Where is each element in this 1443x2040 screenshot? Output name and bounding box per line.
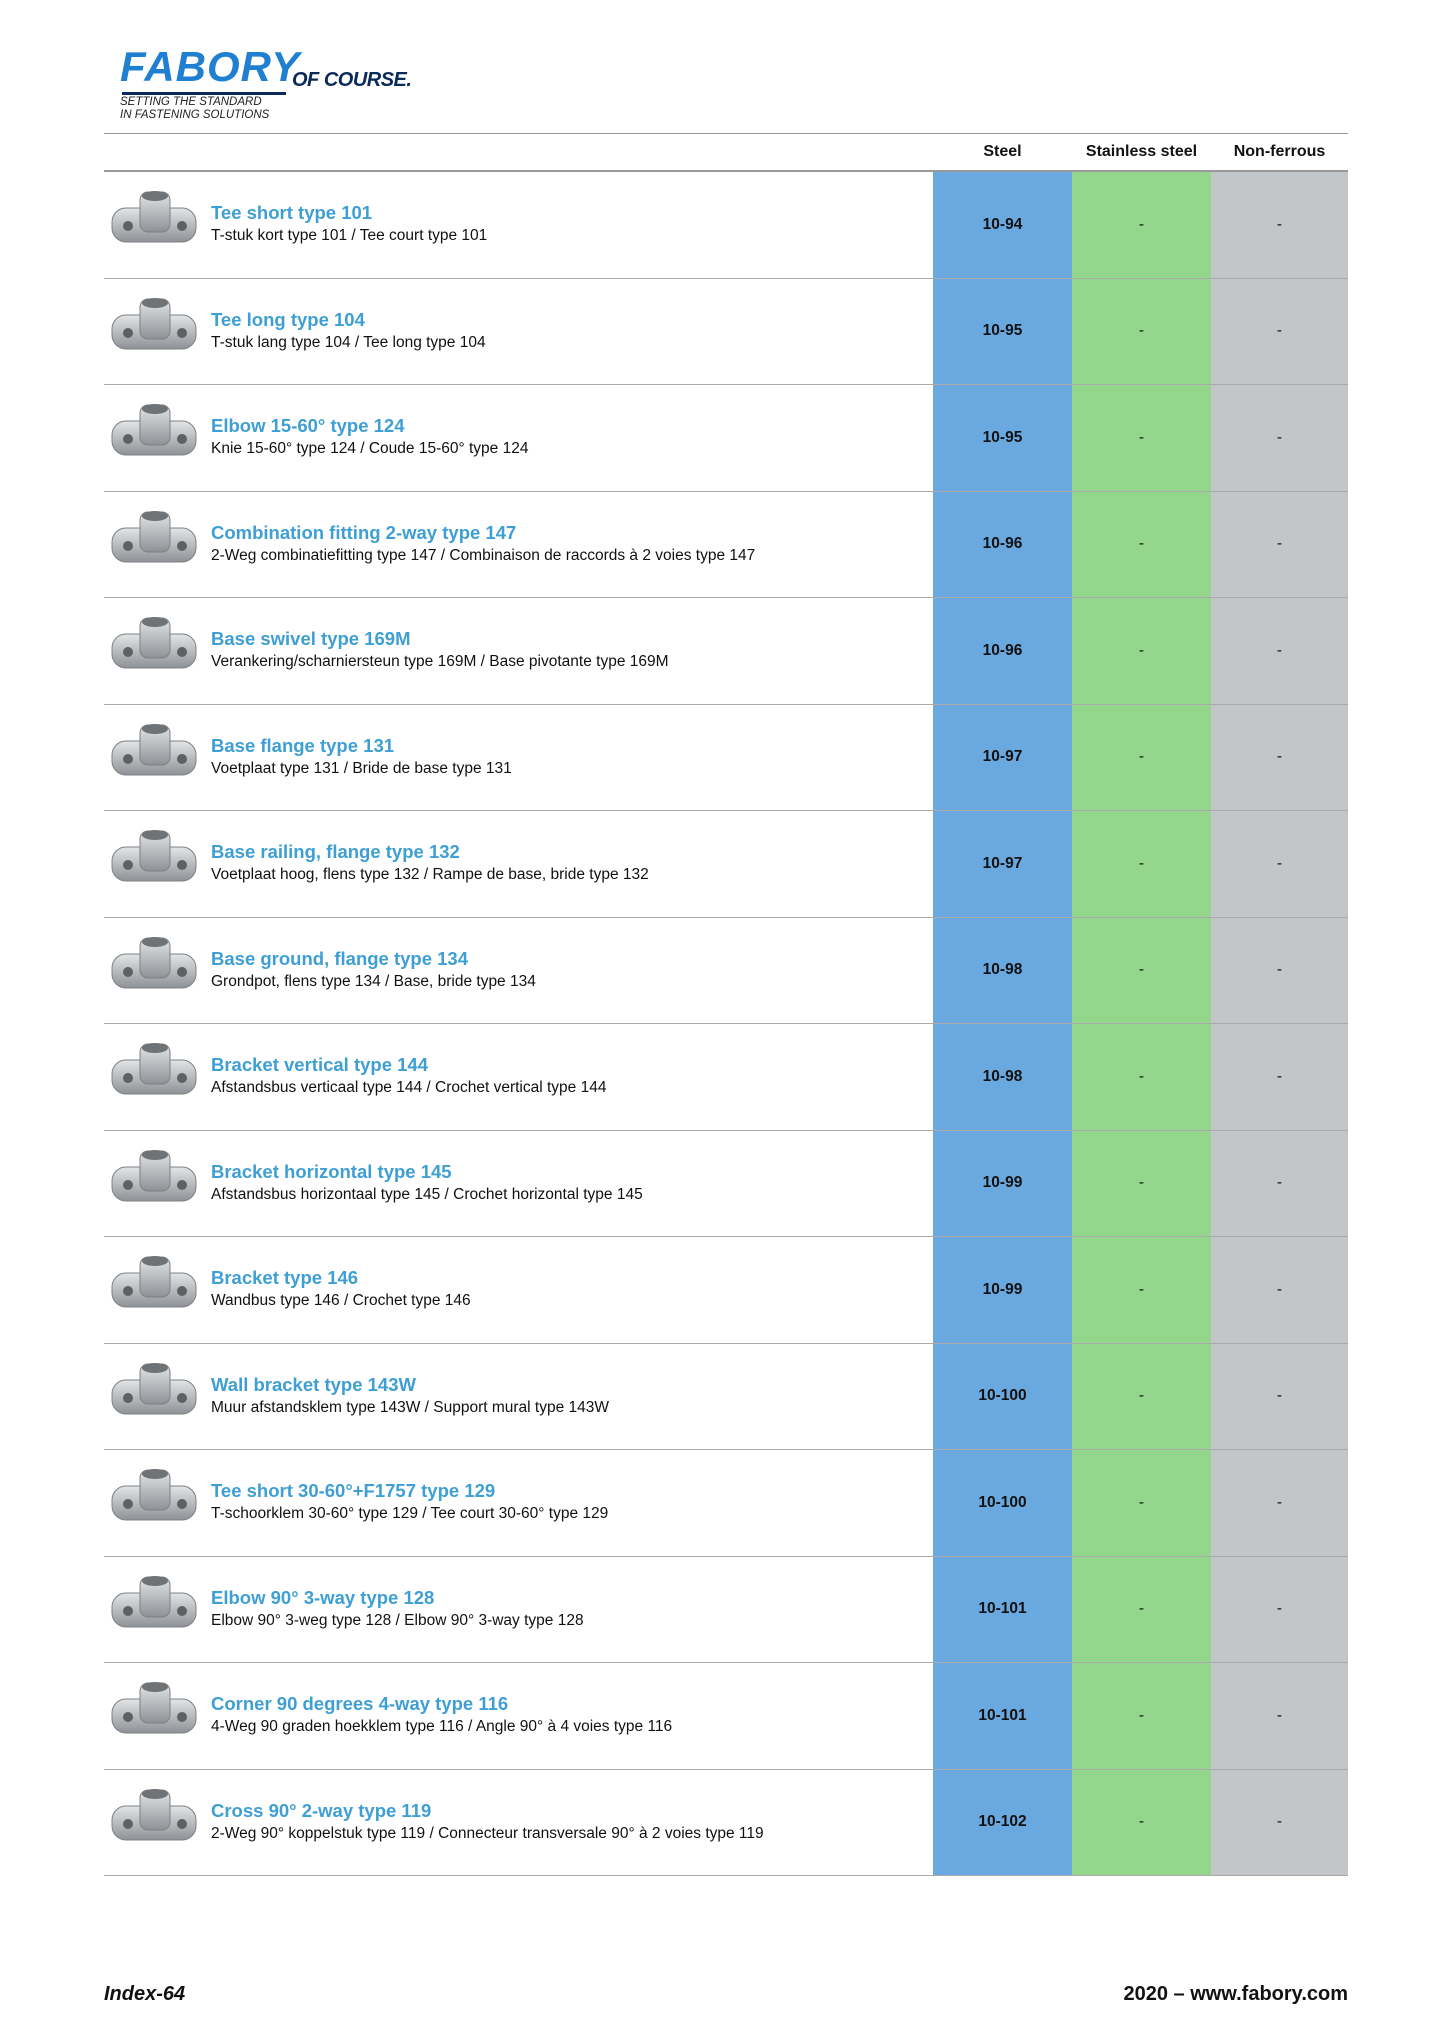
stainless-value: - — [1138, 322, 1145, 340]
steel-page-ref: 10-100 — [978, 1387, 1027, 1405]
stainless-value: - — [1138, 535, 1145, 553]
logo-brand: FABORY — [120, 43, 301, 90]
stainless-value: - — [1138, 1067, 1145, 1085]
steel-cell — [933, 385, 1072, 491]
nonferrous-cell — [1211, 1131, 1348, 1237]
product-title: Bracket vertical type 144 — [211, 1054, 428, 1075]
tee-long-fitting-icon — [106, 293, 202, 369]
nonferrous-value: - — [1276, 961, 1283, 979]
product-title: Base railing, flange type 132 — [211, 841, 460, 862]
product-subtitle: T-schoorklem 30-60° type 129 / Tee court 30-60° type 129 — [211, 1505, 609, 1522]
nonferrous-cell — [1211, 492, 1348, 598]
steel-cell — [933, 811, 1072, 917]
steel-page-ref: 10-102 — [978, 1813, 1027, 1831]
stainless-cell — [1072, 811, 1211, 917]
steel-page-ref: 10-95 — [982, 428, 1023, 446]
product-subtitle: Voetplaat type 131 / Bride de base type 131 — [211, 759, 512, 777]
nonferrous-value: - — [1276, 322, 1283, 340]
nonferrous-cell — [1211, 279, 1348, 385]
nonferrous-cell — [1211, 918, 1348, 1024]
logo-tagline-line1: SETTING THE STANDARD — [120, 96, 262, 108]
product-subtitle: 2-Weg combinatiefitting type 147 / Combinaison de raccords à 2 voies type 147 — [211, 546, 756, 564]
steel-cell — [933, 1557, 1072, 1663]
steel-page-ref: 10-97 — [982, 748, 1023, 766]
product-subtitle: 2-Weg 90° koppelstuk type 119 / Connecteur transversale 90° à 2 voies type 119 — [211, 1824, 764, 1842]
nonferrous-cell — [1211, 598, 1348, 704]
steel-page-ref: 10-98 — [982, 961, 1023, 979]
steel-cell — [933, 1237, 1072, 1343]
nonferrous-cell — [1211, 1450, 1348, 1556]
stainless-value: - — [1138, 1600, 1145, 1618]
nonferrous-value: - — [1276, 1706, 1283, 1724]
cross-fitting-icon — [106, 1784, 202, 1860]
table-row — [104, 918, 1348, 1025]
table-row — [104, 598, 1348, 705]
stainless-cell — [1072, 385, 1211, 491]
nonferrous-cell — [1211, 1557, 1348, 1663]
stainless-cell — [1072, 1131, 1211, 1237]
stainless-value: - — [1138, 1813, 1145, 1831]
steel-page-ref: 10-99 — [982, 1174, 1023, 1192]
stainless-value: - — [1138, 428, 1145, 446]
stainless-value: - — [1138, 1174, 1145, 1192]
steel-cell — [933, 1770, 1072, 1876]
table-row — [104, 1024, 1348, 1131]
table-row — [104, 705, 1348, 812]
product-subtitle: 4-Weg 90 graden hoekklem type 116 / Angle 90° à 4 voies type 116 — [211, 1718, 673, 1735]
product-title: Base ground, flange type 134 — [211, 947, 469, 969]
product-subtitle: Afstandsbus horizontaal type 145 / Crochet horizontal type 145 — [211, 1185, 643, 1203]
stainless-cell — [1072, 1344, 1211, 1450]
steel-cell — [933, 1024, 1072, 1130]
stainless-cell — [1072, 1024, 1211, 1130]
logo-tagline — [120, 96, 340, 122]
nonferrous-value: - — [1276, 1493, 1283, 1511]
product-subtitle: Afstandsbus verticaal type 144 / Crochet vertical type 144 — [211, 1079, 607, 1096]
product-title: Tee long type 104 — [211, 308, 365, 330]
stainless-cell — [1072, 918, 1211, 1024]
elbow-3way-icon — [106, 1571, 202, 1647]
tee-angled-fitting-icon — [106, 1464, 202, 1540]
steel-cell — [933, 279, 1072, 385]
stainless-value: - — [1138, 854, 1145, 872]
stainless-cell — [1072, 279, 1211, 385]
nonferrous-cell — [1211, 1663, 1348, 1769]
tee-short-fitting-icon — [106, 186, 202, 262]
steel-page-ref: 10-94 — [982, 215, 1023, 233]
nonferrous-cell — [1211, 811, 1348, 917]
bracket-horizontal-icon — [106, 1145, 202, 1221]
table-row — [104, 1450, 1348, 1557]
stainless-cell — [1072, 1557, 1211, 1663]
table-body — [104, 172, 1348, 1876]
nonferrous-cell — [1211, 1770, 1348, 1876]
stainless-value: - — [1138, 1493, 1145, 1511]
nonferrous-value: - — [1276, 1813, 1283, 1831]
product-subtitle: Grondpot, flens type 134 / Base, bride type 134 — [211, 972, 536, 990]
steel-cell — [933, 1450, 1072, 1556]
stainless-cell — [1072, 1237, 1211, 1343]
base-railing-flange-icon — [106, 825, 202, 901]
fabory-logo — [120, 44, 440, 124]
wall-bracket-icon — [106, 1358, 202, 1434]
steel-page-ref: 10-99 — [982, 1280, 1023, 1298]
table-row — [104, 1557, 1348, 1664]
nonferrous-value: - — [1276, 535, 1283, 553]
product-title: Elbow 15-60° type 124 — [211, 415, 405, 436]
nonferrous-value: - — [1276, 854, 1283, 872]
table-row — [104, 385, 1348, 492]
nonferrous-value: - — [1276, 1600, 1283, 1618]
table-row — [104, 172, 1348, 279]
product-subtitle: Knie 15-60° type 124 / Coude 15-60° type 124 — [211, 440, 529, 457]
stainless-value: - — [1138, 1706, 1145, 1724]
product-title: Corner 90 degrees 4-way type 116 — [211, 1693, 509, 1714]
stainless-cell — [1072, 1770, 1211, 1876]
page-number: Index-64 — [104, 1983, 186, 2005]
nonferrous-cell — [1211, 1344, 1348, 1450]
steel-page-ref: 10-96 — [982, 641, 1023, 659]
column-header-nonferrous: Non-ferrous — [1233, 143, 1326, 160]
product-title: Base swivel type 169M — [211, 628, 411, 649]
product-subtitle: Wandbus type 146 / Crochet type 146 — [211, 1292, 471, 1309]
table-row — [104, 492, 1348, 599]
product-title: Wall bracket type 143W — [211, 1373, 416, 1395]
steel-cell — [933, 1344, 1072, 1450]
nonferrous-value: - — [1276, 641, 1283, 659]
nonferrous-cell — [1211, 1024, 1348, 1130]
nonferrous-value: - — [1276, 1280, 1283, 1298]
product-title: Tee short 30-60°+F1757 type 129 — [211, 1480, 496, 1501]
product-title: Base flange type 131 — [211, 734, 395, 756]
bracket-icon — [106, 1251, 202, 1327]
column-header-steel: Steel — [983, 143, 1022, 160]
stainless-cell — [1072, 492, 1211, 598]
stainless-value: - — [1138, 641, 1145, 659]
corner-4way-icon — [106, 1677, 202, 1753]
steel-cell — [933, 1131, 1072, 1237]
product-subtitle: T-stuk kort type 101 / Tee court type 101 — [211, 227, 488, 244]
product-subtitle: Voetplaat hoog, flens type 132 / Rampe de base, bride type 132 — [211, 866, 649, 883]
stainless-value: - — [1138, 748, 1145, 766]
logo-tagline-line2: IN FASTENING SOLUTIONS — [120, 109, 270, 121]
product-subtitle: Verankering/scharniersteun type 169M / Base pivotante type 169M — [211, 653, 669, 670]
steel-cell — [933, 598, 1072, 704]
nonferrous-value: - — [1276, 1067, 1283, 1085]
nonferrous-value: - — [1276, 748, 1283, 766]
logo-slogan: OF COURSE. — [292, 69, 412, 91]
steel-cell — [933, 172, 1072, 278]
logo-underline — [122, 92, 286, 95]
stainless-value: - — [1138, 1280, 1145, 1298]
base-flange-icon — [106, 719, 202, 795]
table-row — [104, 1663, 1348, 1770]
product-title: Cross 90° 2-way type 119 — [211, 1799, 432, 1821]
stainless-cell — [1072, 172, 1211, 278]
column-header-stainless: Stainless steel — [1085, 143, 1198, 160]
nonferrous-cell — [1211, 705, 1348, 811]
stainless-cell — [1072, 598, 1211, 704]
nonferrous-value: - — [1276, 1387, 1283, 1405]
stainless-cell — [1072, 705, 1211, 811]
base-swivel-icon — [106, 612, 202, 688]
product-title: Elbow 90° 3-way type 128 — [211, 1586, 435, 1608]
product-title: Combination fitting 2-way type 147 — [211, 521, 517, 543]
nonferrous-cell — [1211, 385, 1348, 491]
product-title: Bracket horizontal type 145 — [211, 1160, 452, 1182]
bracket-vertical-icon — [106, 1038, 202, 1114]
steel-page-ref: 10-97 — [982, 854, 1023, 872]
elbow-fitting-icon — [106, 399, 202, 475]
combination-fitting-icon — [106, 506, 202, 582]
stainless-value: - — [1138, 961, 1145, 979]
steel-page-ref: 10-101 — [978, 1600, 1027, 1618]
steel-page-ref: 10-100 — [978, 1493, 1027, 1511]
footer-website: 2020 – www.fabory.com — [1123, 1983, 1348, 2005]
stainless-value: - — [1138, 1387, 1145, 1405]
nonferrous-cell — [1211, 172, 1348, 278]
table-row — [104, 1131, 1348, 1238]
stainless-cell — [1072, 1663, 1211, 1769]
table-row — [104, 1770, 1348, 1877]
base-ground-flange-icon — [106, 932, 202, 1008]
nonferrous-value: - — [1276, 1174, 1283, 1192]
table-header — [104, 134, 1348, 172]
steel-cell — [933, 705, 1072, 811]
product-title: Tee short type 101 — [211, 202, 373, 223]
nonferrous-value: - — [1276, 215, 1283, 233]
table-row — [104, 279, 1348, 386]
stainless-cell — [1072, 1450, 1211, 1556]
product-subtitle: Muur afstandsklem type 143W / Support mural type 143W — [211, 1398, 610, 1416]
steel-page-ref: 10-98 — [982, 1067, 1023, 1085]
steel-page-ref: 10-96 — [982, 535, 1023, 553]
nonferrous-cell — [1211, 1237, 1348, 1343]
table-row — [104, 1344, 1348, 1451]
product-subtitle: Elbow 90° 3-weg type 128 / Elbow 90° 3-way type 128 — [211, 1611, 584, 1629]
product-table — [104, 134, 1348, 1876]
stainless-value: - — [1138, 215, 1145, 233]
table-row — [104, 811, 1348, 918]
table-row — [104, 1237, 1348, 1344]
steel-page-ref: 10-95 — [982, 322, 1023, 340]
steel-page-ref: 10-101 — [978, 1706, 1027, 1724]
steel-cell — [933, 918, 1072, 1024]
product-subtitle: T-stuk lang type 104 / Tee long type 104 — [211, 333, 486, 351]
product-title: Bracket type 146 — [211, 1267, 359, 1288]
nonferrous-value: - — [1276, 428, 1283, 446]
steel-cell — [933, 1663, 1072, 1769]
steel-cell — [933, 492, 1072, 598]
